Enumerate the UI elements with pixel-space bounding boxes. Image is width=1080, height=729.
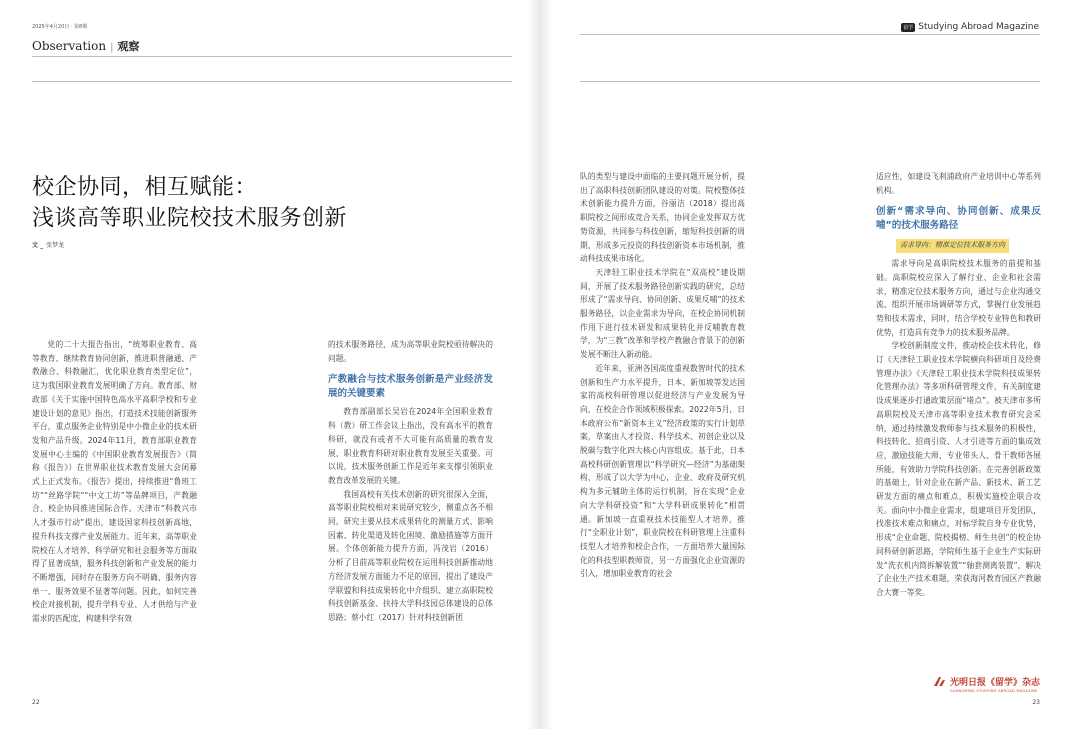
title-line-1: 校企协同，相互赋能：	[32, 175, 258, 200]
author-prefix: 文 _	[32, 242, 44, 249]
paragraph: 适应性，如建设飞利浦政府产业培训中心等系列机构。	[876, 172, 1041, 195]
right-page	[540, 0, 1080, 729]
page-number-left: 22	[32, 699, 40, 706]
logo-text: 光明日报《留学》杂志	[949, 678, 1040, 688]
section-label-cn: 观察	[117, 40, 140, 53]
paragraph: 队的类型与建设中面临的主要问题开展分析，提出了高职科技创新团队建设的对策。院校整体技术创新能力提升方面，谷丽洁（2018）提出高职院校之间形成竞合关系，协同企业发挥双方优势资源，共同参与科技创新，缩短科技创新的周期，形成多元投资的科技创新资本市场机制，推动科技成果市场化。	[580, 172, 745, 264]
paragraph: 教育部副部长吴岩在2024年全国职业教育科（教）研工作会议上指出，没有高水平的教育科研，就没有或者不大可能有高质量的教育发展，职业教育科研对职业教育发展至关重要。可以说，技术服务创新工作是近年来支撑引领职业教育改革发展的关键。	[328, 407, 493, 485]
paragraph: 党的二十大报告指出，“统筹职业教育、高等教育、继续教育协同创新，推进职普融通、产教融合、科教融汇，优化职业教育类型定位”，这为我国职业教育发展明确了方向。教育部、财政部《关于实施中国特色高水平高职学校和专业建设计划的意见》指出，打造技术技能创新服务平台，重点服务企业特别是中小微企业的技术研发和产品升级。2024年11月，教育部职业教育发展中心主编的《中国职业教育发展报告》（简称《报告》）在世界职业技术教育发展大会闭幕式上正式发布。《报告》提出，持续推进“鲁班工坊”“丝路学院”“中文工坊”等品牌项目，产教融合、校企协同推进国际合作。天津市“科教兴市人才强市行动”提出，建设国家科技创新高地，提升科技支撑产业发展能力。近年来，高等职业院校在人才培养、科学研究和社会服务等方面取得了显著成绩，服务科技创新和产业发展的能力不断增强，同时存在服务方向不明确、服务内容单一、服务效果不显著等问题。因此，如何完善校企对接机制，提升学科专业、人才供给与产业需求的匹配度，构建科学有效	[32, 340, 197, 624]
logo-mark-icon	[934, 677, 946, 686]
subheading: 创新“需求导向、协同创新、成果反哺”的技术服务路径	[876, 206, 1041, 232]
paragraph: 的技术服务路径，成为高等职业院校亟待解决的问题。	[328, 340, 493, 363]
right-column-2	[876, 170, 1041, 688]
magazine-logo	[934, 670, 1040, 693]
author-line	[32, 240, 64, 249]
logo-text-block	[950, 670, 1040, 693]
left-column-2	[328, 338, 493, 688]
paragraph: 学校创新制度文件，推动校企技术转化，修订《天津轻工职业技术学院横向科研项目及经费管理办法》《天津轻工职业技术学院科技成果转化管理办法》等多项科研管理文件，有关制度建设成果逐步打通政策层面“堵点”。被天津市多所高职院校及天津市高等职业技术教育研究会采纳，通过持续激发教师参与技术服务的积极性，科技转化、招商引资、人才引进等方面的集成效应，激励技能大师、专业带头人、骨干教师各展所能，有效助力学院科技创新。在完善创新政策的基础上，针对企业在新产品、新技术、新工艺研发方面的痛点和难点，积极实施校企联合攻关。面向中小微企业需求，组建项目开发团队，找准技术难点和痛点，对标学院自身专业优势，形成“企业命题、院校揭榜、师生共创”的校企协同科研创新思路，学院师生基于企业生产实际研发“洗衣机内筒拆解装置”“轴套测离装置”，解决了企业生产技术难题，荣获海河教育园区产教融合大赛一等奖。	[876, 341, 1041, 597]
section-separator: |	[110, 42, 114, 53]
magazine-badge: 留学	[903, 24, 914, 31]
highlight-subheading: 需求导向：精准定位技术服务方向	[896, 239, 1009, 253]
author-name: 张梦龙	[46, 242, 65, 249]
paragraph: 我国高校有关技术创新的研究很深入全面，高等职业院校相对来说研究较少，侧重点各不相同，研究主要从技术成果转化的测量方式、影响因素、转化渠道及转化困境、激励措施等方面开展。个体创新能力提升方面，冯茂岩（2016）分析了目前高等职业院校在运用科技创新推动地方经济发展方面能力不足的原因，提出了建设产学联盟和科技成果转化中介组织、建立高职院校科技创新基金、扶持大学科技园总体建设的总体思路；蔡小红（2017）针对科技创新团	[328, 489, 493, 622]
page-number-right: 23	[1032, 699, 1040, 706]
paragraph: 天津轻工职业技术学院在“双高校”建设期间，开展了技术服务路径创新实践的研究，总结形成了“需求导向、协同创新、成果反哺”的技术服务路径，以企业需求为导向，在校企协同机制作用下进行技术研发和成果转化并反哺教育教学，为“三教”改革和学校产教融合背景下的创新发展不断注入新动能。	[580, 267, 745, 360]
logo-subtext: GUANGMING STUDYING ABROAD MAGAZINE	[949, 689, 1038, 693]
header-rule-right	[580, 34, 1040, 35]
header-rule-left	[32, 56, 512, 57]
paragraph: 需求导向是高职院校技术服务的前提和基础。高职院校应深入了解行业、企业和社会需求，精准定位技术服务方向，通过与企业沟通交流、组织开展市场调研等方式，掌握行业发展趋势和技术需求，同时，结合学校专业特色和教研优势，打造具有竞争力的技术服务品牌。	[876, 259, 1041, 337]
paragraph: 近年来，亚洲各国高度重视数智时代的技术创新和生产力水平提升，日本、新加坡等发达国家的高校科研管理以促进经济与产业发展为导向，在校企合作领域积极探索。2022年5月，日本政府公布“新资本主义”经济政策的实行计划草案，草案由人才投资、科学技术、初创企业以及脱碳与数字化四大核心内容组成。基于此，日本高校科研创新管理以“科学研究—经济”为基础架构，形成了以大学为中心，企业、政府及研究机构为多元辅助主体的运行机制，旨在实现“企业向大学科研投资”和“大学科研成果转化”相贯通。新加坡一直重视技术技能型人才培养，推行“全职业计划”，职业院校在科研管理上注重科技型人才培养和校企合作，一方面培养大量国际化的科技型职教师资，另一方面强化企业资源的引入，增加职业教育的社会	[580, 363, 745, 579]
header-rule-left-2	[32, 81, 512, 82]
magazine-title: Studying Abroad Magazine	[918, 22, 1039, 32]
magazine-name	[901, 22, 1039, 32]
section-label	[32, 38, 139, 54]
subheading: 产教融合与技术服务创新是产业经济发展的关键要素	[328, 374, 493, 400]
section-label-en: Observation	[32, 39, 107, 53]
header-rule-right-2	[580, 81, 1040, 82]
right-column-1	[580, 170, 745, 690]
left-column-1	[32, 338, 197, 688]
title-line-2: 浅谈高等职业院校技术服务创新	[32, 206, 348, 231]
article-title	[32, 172, 502, 234]
issue-date: 2025年4月20日 · 第8期	[32, 24, 88, 30]
